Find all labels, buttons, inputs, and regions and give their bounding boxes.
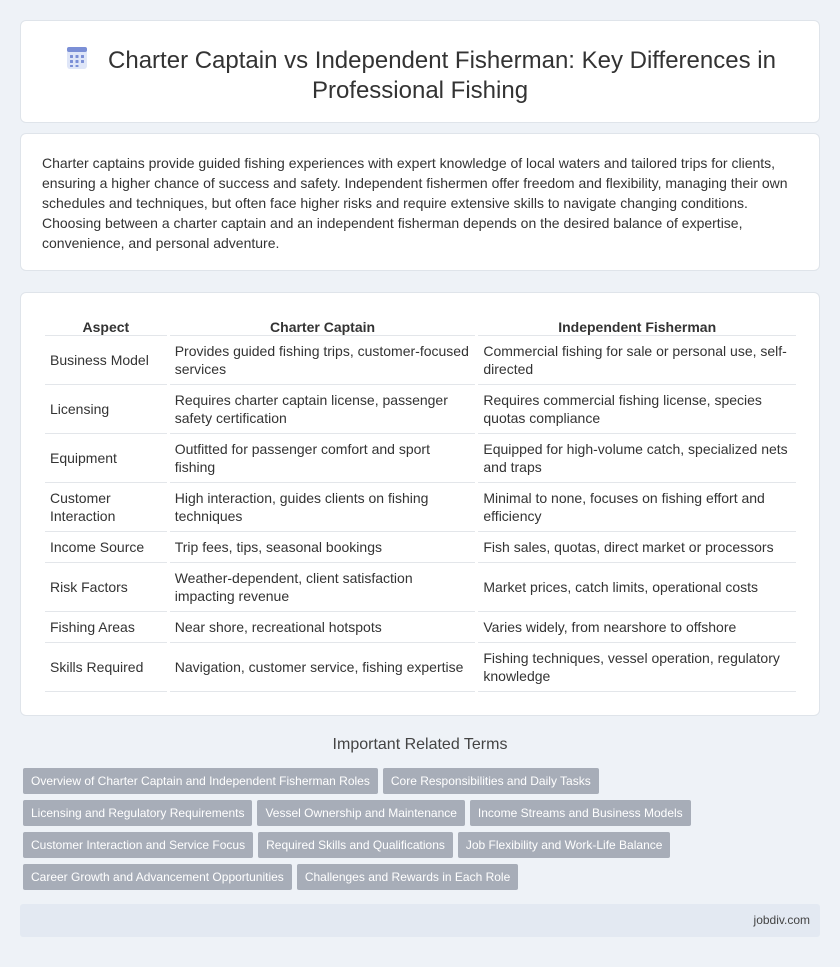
aspect-cell: Customer Interaction — [45, 483, 167, 532]
tag-row — [23, 800, 723, 832]
table-row — [45, 336, 796, 385]
aspect-cell: Skills Required — [45, 643, 167, 692]
related-terms-title: Important Related Terms — [332, 736, 508, 753]
aspect-cell: Income Source — [45, 532, 167, 563]
tag-row — [23, 832, 723, 864]
table-row — [45, 612, 796, 643]
charter-cell: Navigation, customer service, fishing expertise — [170, 643, 476, 692]
table-row — [45, 532, 796, 563]
related-term-tag[interactable]: Required Skills and Qualifications — [258, 832, 453, 858]
aspect-cell: Fishing Areas — [45, 612, 167, 643]
header-charter-captain: Charter Captain — [170, 314, 476, 336]
aspect-cell: Equipment — [45, 434, 167, 483]
related-term-tag[interactable]: Career Growth and Advancement Opportunities — [23, 864, 292, 890]
tag-row — [23, 864, 723, 896]
related-term-tag[interactable]: Licensing and Regulatory Requirements — [23, 800, 252, 826]
table-row — [45, 434, 796, 483]
header-independent-fisherman: Independent Fisherman — [478, 314, 796, 336]
comparison-table-card — [20, 292, 820, 716]
independent-cell: Equipped for high-volume catch, specialized nets and traps — [478, 434, 796, 483]
table-row — [45, 483, 796, 532]
related-term-tag[interactable]: Income Streams and Business Models — [470, 800, 691, 826]
intro-card — [20, 133, 820, 271]
page-title: Charter Captain vs Independent Fisherman: Key Differences in Professional Fishing — [108, 47, 776, 104]
independent-cell: Commercial fishing for sale or personal use, self-directed — [478, 336, 796, 385]
header-aspect: Aspect — [45, 314, 167, 336]
charter-cell: High interaction, guides clients on fishing techniques — [170, 483, 476, 532]
independent-cell: Minimal to none, focuses on fishing effort and efficiency — [478, 483, 796, 532]
tag-row — [23, 768, 723, 800]
independent-cell: Fish sales, quotas, direct market or processors — [478, 532, 796, 563]
aspect-cell: Licensing — [45, 385, 167, 434]
independent-cell: Requires commercial fishing license, species quotas compliance — [478, 385, 796, 434]
grid-document-icon — [64, 45, 90, 71]
related-term-tag[interactable]: Vessel Ownership and Maintenance — [257, 800, 464, 826]
charter-cell: Requires charter captain license, passenger safety certification — [170, 385, 476, 434]
independent-cell: Fishing techniques, vessel operation, regulatory knowledge — [478, 643, 796, 692]
related-terms-tags — [23, 768, 723, 896]
charter-cell: Near shore, recreational hotspots — [170, 612, 476, 643]
charter-cell: Weather-dependent, client satisfaction impacting revenue — [170, 563, 476, 612]
charter-cell: Trip fees, tips, seasonal bookings — [170, 532, 476, 563]
charter-cell: Outfitted for passenger comfort and sport fishing — [170, 434, 476, 483]
intro-paragraph: Charter captains provide guided fishing experiences with expert knowledge of local waters and tailored trips for clients, ensuring a higher chance of success and safety. Independent fishermen offer freedom and flexibility, managing their own schedules and techniques, but often face higher risks and require extensive skills to navigate changing conditions. Choosing between a charter captain and an independent fisherman depends on the desired balance of expertise, convenience, and personal adventure. — [42, 155, 788, 251]
comparison-table — [42, 314, 799, 692]
related-term-tag[interactable]: Core Responsibilities and Daily Tasks — [383, 768, 599, 794]
table-row — [45, 563, 796, 612]
table-row — [45, 643, 796, 692]
footer-site-link[interactable]: jobdiv.com — [753, 913, 810, 927]
table-row — [45, 385, 796, 434]
related-term-tag[interactable]: Challenges and Rewards in Each Role — [297, 864, 518, 890]
related-term-tag[interactable]: Job Flexibility and Work-Life Balance — [458, 832, 671, 858]
aspect-cell: Risk Factors — [45, 563, 167, 612]
table-header-row — [45, 314, 796, 336]
footer — [20, 904, 820, 937]
independent-cell: Varies widely, from nearshore to offshore — [478, 612, 796, 643]
charter-cell: Provides guided fishing trips, customer-focused services — [170, 336, 476, 385]
related-term-tag[interactable]: Customer Interaction and Service Focus — [23, 832, 253, 858]
related-term-tag[interactable]: Overview of Charter Captain and Independent Fisherman Roles — [23, 768, 378, 794]
independent-cell: Market prices, catch limits, operational costs — [478, 563, 796, 612]
page-title-wrap — [61, 45, 779, 106]
aspect-cell: Business Model — [45, 336, 167, 385]
header-card — [20, 20, 820, 123]
